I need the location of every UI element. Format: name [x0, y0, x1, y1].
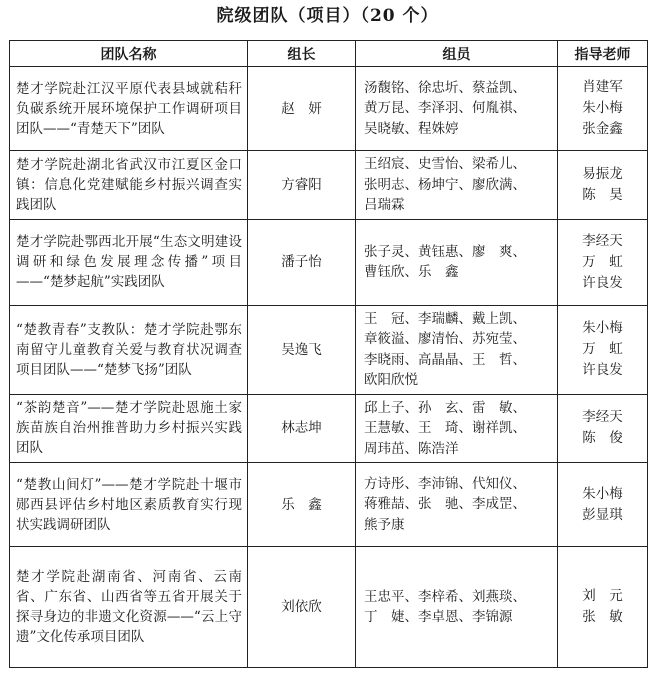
members-cell: [356, 394, 558, 463]
team-name-cell: 楚才学院赴湖南省、河南省、云南省、广东省、山西省等五省开展关于探寻身边的非遗文化资源——“云上守遗”文化传承项目团队: [10, 547, 248, 668]
member-line: 周玮茁、陈浩洋: [364, 440, 459, 457]
members-cell: [356, 151, 558, 220]
leader-cell: 潘子怡: [248, 219, 356, 305]
team-name-cell: “楚教青春”支教队：楚才学院赴鄂东南留守儿童教育关爱与教育状况调查项目团队——“楚梦飞扬”团队: [10, 305, 248, 394]
leader-cell: 乐 鑫: [248, 463, 356, 547]
advisors-cell: [558, 219, 648, 305]
advisor-name: 朱小梅: [582, 485, 623, 502]
leader-cell: 林志坤: [248, 394, 356, 463]
member-line: 蒋雅喆、张 驰、李成罡、: [364, 496, 526, 513]
member-line: 吴晓敏、程姝婷: [364, 120, 459, 137]
advisors-cell: [558, 67, 648, 151]
table-row: [10, 151, 648, 220]
advisor-name: 刘 元: [582, 588, 623, 604]
member-line: 张明志、杨坤宁、廖欣满、: [364, 176, 526, 193]
member-line: 王 冠、李瑞麟、戴上凯、: [364, 310, 526, 327]
member-line: 张子灵、黄钰惠、廖 爽、: [364, 243, 526, 260]
members-cell: [356, 67, 558, 151]
advisor-name: 张金鑫: [582, 121, 623, 137]
advisors-cell: [558, 547, 648, 668]
advisor-name: 许良发: [582, 274, 623, 291]
advisor-name: 陈 俊: [582, 430, 623, 447]
members-cell: [356, 547, 558, 668]
team-name-cell: 楚才学院赴鄂西北开展“生态文明建设调研和绿色发展理念传播”项目——“楚梦起航”实践团队: [10, 219, 248, 305]
leader-cell: 赵 妍: [248, 67, 356, 151]
team-name-cell: 楚才学院赴湖北省武汉市江夏区金口镇：信息化党建赋能乡村振兴调查实践团队: [10, 151, 248, 220]
advisor-name: 彭显琪: [582, 506, 623, 523]
member-line: 吕瑞霖: [364, 197, 405, 213]
team-name-cell: “楚教山间灯”——楚才学院赴十堰市郧西县评估乡村地区素质教育实行现状实践调研团队: [10, 463, 248, 547]
advisor-name: 万 虹: [582, 253, 623, 270]
header-members: 组员: [356, 41, 558, 67]
table-header-row: [10, 41, 648, 67]
member-line: 李晓雨、高晶晶、王 哲、: [364, 351, 526, 368]
table-row: [10, 394, 648, 463]
leader-cell: 刘依欣: [248, 547, 356, 668]
advisor-name: 李经天: [582, 232, 623, 249]
advisor-name: 易振龙: [582, 165, 623, 182]
members-cell: [356, 463, 558, 547]
member-line: 章筱溢、廖清怡、苏宛莹、: [364, 331, 526, 347]
advisor-name: 陈 昊: [582, 186, 623, 203]
table-row: [10, 219, 648, 305]
header-team-name: 团队名称: [10, 41, 248, 67]
member-line: 黄万昆、李泽羽、何胤祺、: [364, 100, 526, 117]
member-line: 王绍宸、史雪怡、梁希儿、: [364, 156, 526, 172]
member-line: 方诗彤、李沛锦、代知仪、: [364, 475, 526, 492]
team-name-cell: 楚才学院赴江汉平原代表县域就秸秆负碳系统开展环境保护工作调研项目团队——“青楚天下”团队: [10, 67, 248, 151]
advisors-cell: [558, 305, 648, 394]
advisor-name: 朱小梅: [582, 100, 623, 116]
leader-cell: 吴逸飞: [248, 305, 356, 394]
member-line: 曹钰欣、乐 鑫: [364, 264, 459, 280]
header-advisors: 指导老师: [558, 41, 648, 67]
members-cell: [356, 219, 558, 305]
table-row: [10, 463, 648, 547]
team-name-cell: “茶韵楚音”——楚才学院赴恩施土家族苗族自治州推普助力乡村振兴实践团队: [10, 394, 248, 463]
advisors-cell: [558, 151, 648, 220]
advisor-name: 朱小梅: [582, 320, 623, 336]
advisor-name: 万 虹: [582, 341, 623, 357]
advisor-name: 李经天: [582, 409, 623, 426]
member-line: 汤馥铭、徐忠圻、蔡益凯、: [364, 79, 526, 96]
advisors-cell: [558, 394, 648, 463]
advisors-cell: [558, 463, 648, 547]
advisor-name: 许良发: [582, 362, 623, 378]
member-line: 丁 婕、李卓恩、李锦源: [364, 609, 513, 625]
member-line: 邱上子、孙 玄、雷 敏、: [364, 399, 526, 416]
header-leader: 组长: [248, 41, 356, 67]
advisor-name: 肖建军: [582, 79, 623, 95]
table-row: [10, 547, 648, 668]
member-line: 王慧敏、王 琦、谢祥凯、: [364, 420, 526, 436]
table-row: [10, 305, 648, 394]
member-line: 欧阳欣悦: [364, 372, 418, 388]
page-title: 院级团队（项目）（20 个）: [216, 6, 439, 26]
members-cell: [356, 305, 558, 394]
leader-cell: 方睿阳: [248, 151, 356, 220]
team-table: [9, 40, 648, 668]
member-line: 王忠平、李梓希、刘燕琰、: [364, 588, 526, 605]
advisor-name: 张 敏: [582, 609, 623, 625]
member-line: 熊予康: [364, 516, 405, 533]
table-row: [10, 67, 648, 151]
